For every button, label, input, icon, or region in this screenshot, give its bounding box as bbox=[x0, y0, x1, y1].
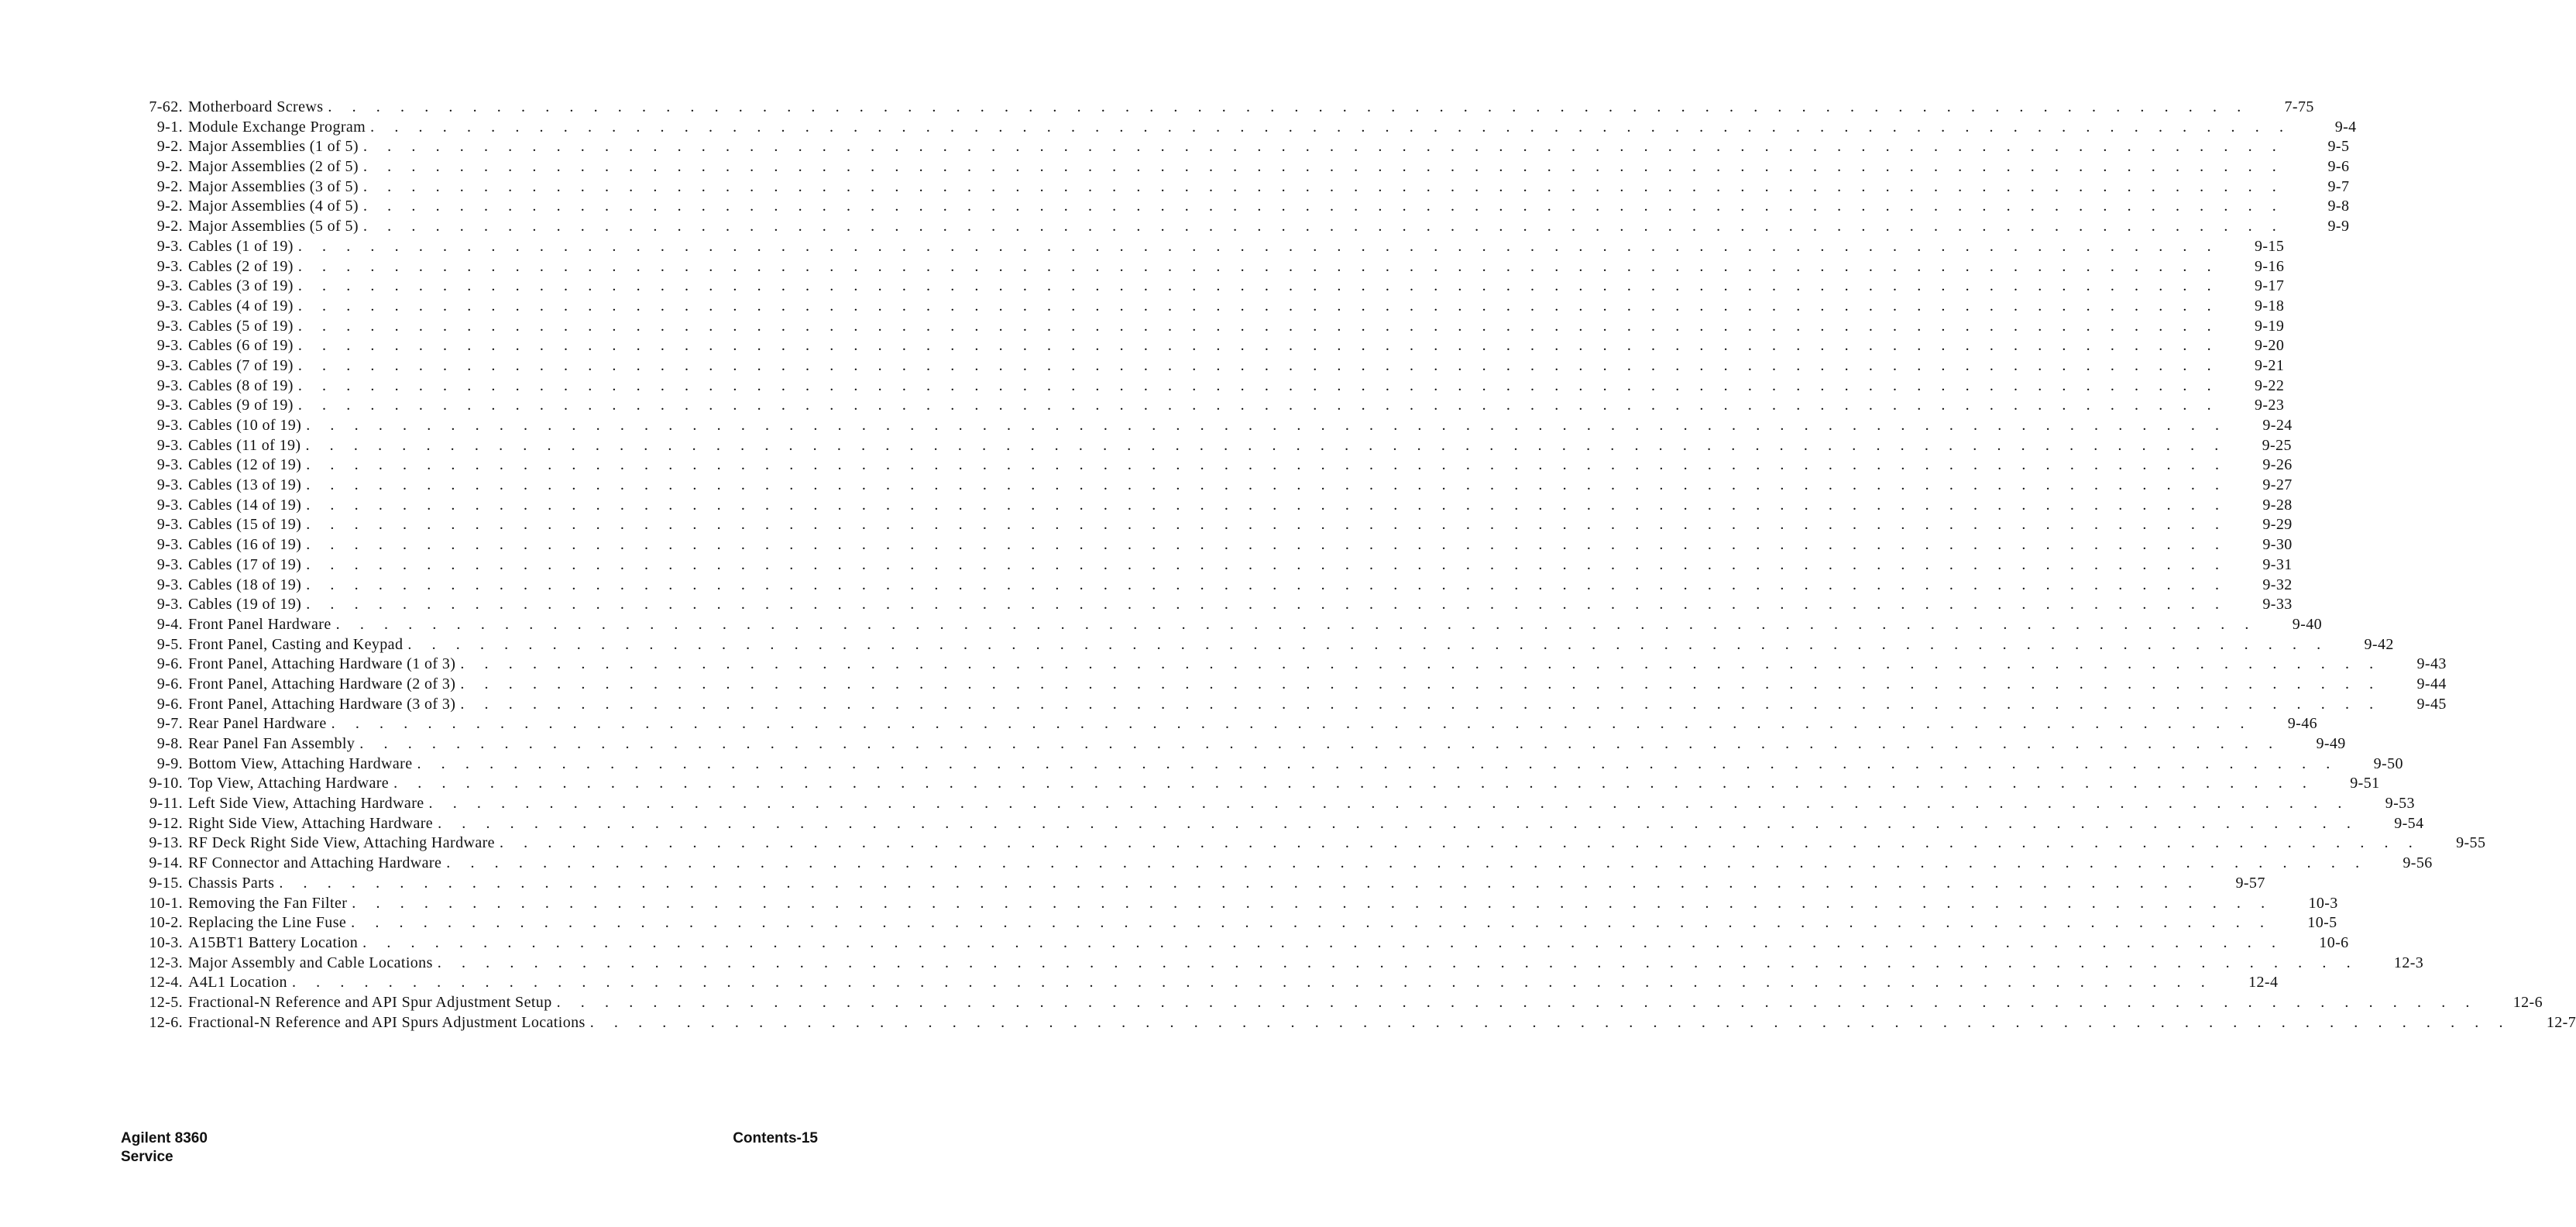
toc-entry-number: 12-6. bbox=[149, 1013, 183, 1031]
toc-dot-leader: . . . . . . . . . . . . . . . . . . . . . . . . . . . . . . . . . . . . . . . . . . . . . . . . . . . . . . . . . . . . . . . . . . . . . . . . . . . . . . . . bbox=[499, 834, 2421, 852]
toc-entry-page: 9-44 bbox=[2416, 675, 2447, 693]
footer-product-name: Agilent 8360 bbox=[121, 1130, 208, 1146]
toc-entry-page: 9-56 bbox=[2403, 854, 2433, 872]
toc-entry-number: 9-2. bbox=[156, 177, 183, 195]
toc-entry-title: Cables (15 of 19) bbox=[188, 516, 302, 534]
toc-entry-title: Major Assemblies (2 of 5) bbox=[188, 158, 359, 176]
toc-entry-title: Fractional-N Reference and API Spur Adjustment Setup bbox=[188, 993, 552, 1011]
toc-entry-number: 9-3. bbox=[156, 596, 183, 614]
toc-entry-number: 10-3. bbox=[149, 933, 183, 951]
toc-entry-number: 9-3. bbox=[156, 496, 183, 514]
toc-entry-title: Cables (10 of 19) bbox=[188, 417, 302, 434]
toc-entry[interactable] bbox=[139, 515, 2293, 535]
toc-entry-title: Cables (8 of 19) bbox=[188, 376, 294, 394]
toc-entry-number: 9-2. bbox=[156, 198, 183, 215]
toc-entry[interactable] bbox=[139, 356, 2285, 376]
toc-entry-title: Cables (9 of 19) bbox=[188, 397, 294, 414]
toc-dot-leader: . . . . . . . . . . . . . . . . . . . . . . . . . . . . . . . . . . . . . . . . . . . . . . . . . . . . . . . . . . . . . . . . . . . . . . . . . . . . . . . . bbox=[335, 615, 2258, 633]
toc-entry-page: 9-57 bbox=[2235, 874, 2265, 892]
toc-entry-number: 9-4. bbox=[156, 615, 183, 633]
toc-entry-number: 9-6. bbox=[156, 695, 183, 713]
toc-entry-title: Major Assemblies (5 of 5) bbox=[188, 218, 359, 235]
toc-dot-leader: . . . . . . . . . . . . . . . . . . . . . . . . . . . . . . . . . . . . . . . . . . . . . . . . . . . . . . . . . . . . . . . . . . . . . . . . . . . . . . . . bbox=[370, 118, 2292, 136]
toc-entry[interactable] bbox=[139, 814, 2424, 834]
toc-dot-leader: . . . . . . . . . . . . . . . . . . . . . . . . . . . . . . . . . . . . . . . . . . . . . . . . . . . . . . . . . . . . . . . . . . . . . . . . . . . . . . . . bbox=[393, 775, 2315, 792]
toc-entry[interactable] bbox=[139, 336, 2285, 356]
toc-entry-page: 9-55 bbox=[2456, 834, 2486, 852]
toc-entry-page: 10-6 bbox=[2319, 933, 2349, 951]
toc-entry-number: 9-8. bbox=[156, 735, 183, 752]
toc-dot-leader: . . . . . . . . . . . . . . . . . . . . . . . . . . . . . . . . . . . . . . . . . . . . . . . . . . . . . . . . . . . . . . . . . . . . . . . . . . . . . . . . bbox=[362, 933, 2284, 951]
toc-entry-page: 12-6 bbox=[2512, 993, 2543, 1011]
toc-entry[interactable] bbox=[139, 595, 2293, 615]
toc-entry[interactable] bbox=[139, 933, 2349, 954]
toc-entry-number: 9-3. bbox=[156, 456, 183, 474]
toc-dot-leader: . . . . . . . . . . . . . . . . . . . . . . . . . . . . . . . . . . . . . . . . . . . . . . . . . . . . . . . . . . . . . . . . . . . . . . . . . . . . . . . . bbox=[446, 854, 2368, 872]
toc-entry-title: Cables (16 of 19) bbox=[188, 536, 302, 554]
toc-dot-leader: . . . . . . . . . . . . . . . . . . . . . . . . . . . . . . . . . . . . . . . . . . . . . . . . . . . . . . . . . . . . . . . . . . . . . . . . . . . . . . . . bbox=[352, 894, 2273, 912]
toc-entry-page: 9-5 bbox=[2327, 138, 2350, 156]
toc-entry[interactable] bbox=[139, 973, 2279, 993]
toc-entry-page: 9-17 bbox=[2254, 277, 2285, 295]
toc-entry-page: 9-16 bbox=[2254, 257, 2285, 275]
toc-entry-page: 9-33 bbox=[2262, 596, 2293, 614]
toc-entry-number: 9-3. bbox=[156, 277, 183, 295]
toc-dot-leader: . . . . . . . . . . . . . . . . . . . . . . . . . . . . . . . . . . . . . . . . . . . . . . . . . . . . . . . . . . . . . . . . . . . . . . . . . . . . . . . . bbox=[306, 536, 2227, 554]
toc-entry-number: 9-2. bbox=[156, 218, 183, 235]
toc-entry[interactable] bbox=[139, 277, 2285, 297]
toc-entry-title: Cables (13 of 19) bbox=[188, 476, 302, 494]
toc-dot-leader: . . . . . . . . . . . . . . . . . . . . . . . . . . . . . . . . . . . . . . . . . . . . . . . . . . . . . . . . . . . . . . . . . . . . . . . . . . . . . . . . bbox=[428, 795, 2350, 813]
toc-entry[interactable] bbox=[139, 993, 2543, 1013]
toc-entry-title: Cables (12 of 19) bbox=[188, 456, 302, 474]
toc-dot-leader: . . . . . . . . . . . . . . . . . . . . . . . . . . . . . . . . . . . . . . . . . . . . . . . . . . . . . . . . . . . . . . . . . . . . . . . . . . . . . . . . bbox=[297, 397, 2220, 414]
toc-entry-page: 9-50 bbox=[2373, 754, 2403, 772]
toc-entry-title: Removing the Fan Filter bbox=[188, 894, 348, 912]
toc-entry-page: 9-26 bbox=[2262, 456, 2293, 474]
toc-dot-leader: . . . . . . . . . . . . . . . . . . . . . . . . . . . . . . . . . . . . . . . . . . . . . . . . . . . . . . . . . . . . . . . . . . . . . . . . . . . . . . . . bbox=[279, 874, 2200, 892]
toc-dot-leader: . . . . . . . . . . . . . . . . . . . . . . . . . . . . . . . . . . . . . . . . . . . . . . . . . . . . . . . . . . . . . . . . . . . . . . . . . . . . . . . . bbox=[438, 814, 2359, 832]
toc-entry-number: 9-14. bbox=[149, 854, 183, 872]
toc-dot-leader: . . . . . . . . . . . . . . . . . . . . . . . . . . . . . . . . . . . . . . . . . . . . . . . . . . . . . . . . . . . . . . . . . . . . . . . . . . . . . . . . bbox=[306, 555, 2227, 573]
toc-entry-number: 9-3. bbox=[156, 555, 183, 573]
toc-entry[interactable] bbox=[139, 774, 2380, 794]
toc-entry-page: 9-23 bbox=[2254, 397, 2285, 414]
toc-dot-leader: . . . . . . . . . . . . . . . . . . . . . . . . . . . . . . . . . . . . . . . . . . . . . . . . . . . . . . . . . . . . . . . . . . . . . . . . . . . . . . . . bbox=[297, 356, 2220, 374]
toc-entry-title: Rear Panel Fan Assembly bbox=[188, 735, 355, 752]
toc-dot-leader: . . . . . . . . . . . . . . . . . . . . . . . . . . . . . . . . . . . . . . . . . . . . . . . . . . . . . . . . . . . . . . . . . . . . . . . . . . . . . . . . bbox=[297, 376, 2220, 394]
toc-entry-page: 12-3 bbox=[2393, 954, 2424, 971]
toc-entry-number: 9-1. bbox=[156, 118, 183, 136]
toc-entry[interactable] bbox=[139, 476, 2293, 496]
toc-entry-number: 9-3. bbox=[156, 397, 183, 414]
toc-entry-number: 9-10. bbox=[149, 775, 183, 792]
toc-entry-page: 9-54 bbox=[2394, 814, 2424, 832]
toc-entry-title: Right Side View, Attaching Hardware bbox=[188, 814, 434, 832]
toc-entry-title: Cables (14 of 19) bbox=[188, 496, 302, 514]
toc-dot-leader: . . . . . . . . . . . . . . . . . . . . . . . . . . . . . . . . . . . . . . . . . . . . . . . . . . . . . . . . . . . . . . . . . . . . . . . . . . . . . . . . bbox=[359, 735, 2281, 752]
toc-entry[interactable] bbox=[139, 98, 2314, 118]
toc-entry-title: RF Connector and Attaching Hardware bbox=[188, 854, 442, 872]
toc-dot-leader: . . . . . . . . . . . . . . . . . . . . . . . . . . . . . . . . . . . . . . . . . . . . . . . . . . . . . . . . . . . . . . . . . . . . . . . . . . . . . . . . bbox=[351, 914, 2272, 932]
toc-dot-leader: . . . . . . . . . . . . . . . . . . . . . . . . . . . . . . . . . . . . . . . . . . . . . . . . . . . . . . . . . . . . . . . . . . . . . . . . . . . . . . . . bbox=[417, 754, 2338, 772]
toc-entry[interactable] bbox=[139, 416, 2293, 436]
toc-entry-title: Front Panel Hardware bbox=[188, 615, 331, 633]
toc-entry-number: 9-3. bbox=[156, 476, 183, 494]
toc-entry-number: 9-3. bbox=[156, 417, 183, 434]
toc-entry-title: Front Panel, Attaching Hardware (1 of 3) bbox=[188, 655, 456, 673]
toc-entry[interactable] bbox=[139, 137, 2350, 157]
toc-entry[interactable] bbox=[139, 833, 2486, 854]
toc-entry-number: 10-2. bbox=[149, 914, 183, 932]
toc-entry[interactable] bbox=[139, 217, 2350, 237]
toc-entry-page: 9-20 bbox=[2254, 337, 2285, 355]
toc-entry-title: Cables (11 of 19) bbox=[188, 436, 301, 454]
toc-dot-leader: . . . . . . . . . . . . . . . . . . . . . . . . . . . . . . . . . . . . . . . . . . . . . . . . . . . . . . . . . . . . . . . . . . . . . . . . . . . . . . . . bbox=[362, 218, 2285, 235]
toc-dot-leader: . . . . . . . . . . . . . . . . . . . . . . . . . . . . . . . . . . . . . . . . . . . . . . . . . . . . . . . . . . . . . . . . . . . . . . . . . . . . . . . . bbox=[460, 675, 2382, 693]
toc-dot-leader: . . . . . . . . . . . . . . . . . . . . . . . . . . . . . . . . . . . . . . . . . . . . . . . . . . . . . . . . . . . . . . . . . . . . . . . . . . . . . . . . bbox=[306, 417, 2227, 434]
toc-dot-leader: . . . . . . . . . . . . . . . . . . . . . . . . . . . . . . . . . . . . . . . . . . . . . . . . . . . . . . . . . . . . . . . . . . . . . . . . . . . . . . . . bbox=[556, 993, 2478, 1011]
toc-dot-leader: . . . . . . . . . . . . . . . . . . . . . . . . . . . . . . . . . . . . . . . . . . . . . . . . . . . . . . . . . . . . . . . . . . . . . . . . . . . . . . . . bbox=[460, 655, 2382, 673]
toc-entry[interactable] bbox=[139, 954, 2424, 974]
toc-entry-title: A15BT1 Battery Location bbox=[188, 933, 359, 951]
toc-dot-leader: . . . . . . . . . . . . . . . . . . . . . . . . . . . . . . . . . . . . . . . . . . . . . . . . . . . . . . . . . . . . . . . . . . . . . . . . . . . . . . . . bbox=[306, 476, 2227, 494]
toc-entry-page: 9-8 bbox=[2327, 198, 2350, 215]
toc-entry-title: Fractional-N Reference and API Spurs Adjustment Locations bbox=[188, 1013, 586, 1031]
toc-entry-page: 9-25 bbox=[2262, 436, 2292, 454]
toc-entry-page: 9-9 bbox=[2327, 218, 2350, 235]
toc-entry-title: A4L1 Location bbox=[188, 974, 287, 992]
toc-dot-leader: . . . . . . . . . . . . . . . . . . . . . . . . . . . . . . . . . . . . . . . . . . . . . . . . . . . . . . . . . . . . . . . . . . . . . . . . . . . . . . . . bbox=[460, 695, 2382, 713]
toc-entry-page: 9-43 bbox=[2416, 655, 2447, 673]
toc-entry-title: Cables (6 of 19) bbox=[188, 337, 294, 355]
toc-entry-title: Chassis Parts bbox=[188, 874, 275, 892]
toc-entry-number: 9-3. bbox=[156, 516, 183, 534]
toc-entry-title: Front Panel, Attaching Hardware (2 of 3) bbox=[188, 675, 456, 693]
toc-dot-leader: . . . . . . . . . . . . . . . . . . . . . . . . . . . . . . . . . . . . . . . . . . . . . . . . . . . . . . . . . . . . . . . . . . . . . . . . . . . . . . . . bbox=[328, 98, 2249, 115]
toc-dot-leader: . . . . . . . . . . . . . . . . . . . . . . . . . . . . . . . . . . . . . . . . . . . . . . . . . . . . . . . . . . . . . . . . . . . . . . . . . . . . . . . . bbox=[297, 337, 2220, 355]
toc-entry-title: Cables (1 of 19) bbox=[188, 237, 294, 255]
toc-entry-page: 9-51 bbox=[2350, 775, 2380, 792]
toc-entry-number: 9-3. bbox=[156, 576, 183, 593]
toc-entry-number: 7-62. bbox=[149, 98, 183, 115]
toc-entry-title: Cables (18 of 19) bbox=[188, 576, 302, 593]
toc-entry[interactable] bbox=[139, 436, 2292, 456]
toc-entry-number: 9-9. bbox=[156, 754, 183, 772]
toc-entry[interactable] bbox=[139, 615, 2323, 635]
toc-entry[interactable] bbox=[139, 317, 2285, 337]
toc-entry-number: 12-4. bbox=[149, 974, 183, 992]
toc-entry-title: Module Exchange Program bbox=[188, 118, 366, 136]
toc-entry[interactable] bbox=[139, 396, 2285, 416]
toc-entry-title: Replacing the Line Fuse bbox=[188, 914, 347, 932]
toc-entry-page: 9-15 bbox=[2254, 237, 2285, 255]
toc-dot-leader: . . . . . . . . . . . . . . . . . . . . . . . . . . . . . . . . . . . . . . . . . . . . . . . . . . . . . . . . . . . . . . . . . . . . . . . . . . . . . . . . bbox=[589, 1013, 2512, 1031]
toc-entry-title: Motherboard Screws bbox=[188, 98, 324, 115]
toc-entry-number: 9-3. bbox=[156, 436, 183, 454]
toc-entry-page: 7-75 bbox=[2284, 98, 2314, 115]
toc-dot-leader: . . . . . . . . . . . . . . . . . . . . . . . . . . . . . . . . . . . . . . . . . . . . . . . . . . . . . . . . . . . . . . . . . . . . . . . . . . . . . . . . bbox=[306, 516, 2227, 534]
toc-dot-leader: . . . . . . . . . . . . . . . . . . . . . . . . . . . . . . . . . . . . . . . . . . . . . . . . . . . . . . . . . . . . . . . . . . . . . . . . . . . . . . . . bbox=[306, 576, 2227, 593]
toc-dot-leader: . . . . . . . . . . . . . . . . . . . . . . . . . . . . . . . . . . . . . . . . . . . . . . . . . . . . . . . . . . . . . . . . . . . . . . . . . . . . . . . . bbox=[331, 715, 2253, 733]
toc-entry[interactable] bbox=[139, 894, 2338, 914]
toc-entry-title: Major Assemblies (4 of 5) bbox=[188, 198, 359, 215]
toc-entry-title: Cables (17 of 19) bbox=[188, 555, 302, 573]
toc-entry-title: Cables (7 of 19) bbox=[188, 356, 294, 374]
toc-dot-leader: . . . . . . . . . . . . . . . . . . . . . . . . . . . . . . . . . . . . . . . . . . . . . . . . . . . . . . . . . . . . . . . . . . . . . . . . . . . . . . . . bbox=[362, 177, 2285, 195]
toc-entry-number: 9-6. bbox=[156, 655, 183, 673]
toc-entry[interactable] bbox=[139, 257, 2285, 277]
toc-entry-page: 9-7 bbox=[2327, 177, 2350, 195]
toc-entry[interactable] bbox=[139, 754, 2403, 775]
toc-entry-page: 9-4 bbox=[2334, 118, 2357, 136]
toc-dot-leader: . . . . . . . . . . . . . . . . . . . . . . . . . . . . . . . . . . . . . . . . . . . . . . . . . . . . . . . . . . . . . . . . . . . . . . . . . . . . . . . . bbox=[306, 456, 2227, 474]
toc-entry-title: Left Side View, Attaching Hardware bbox=[188, 795, 424, 813]
toc-entry-number: 12-3. bbox=[149, 954, 183, 971]
toc-entry-page: 12-4 bbox=[2248, 974, 2279, 992]
toc-dot-leader: . . . . . . . . . . . . . . . . . . . . . . . . . . . . . . . . . . . . . . . . . . . . . . . . . . . . . . . . . . . . . . . . . . . . . . . . . . . . . . . . bbox=[306, 596, 2227, 614]
toc-entry-page: 10-5 bbox=[2307, 914, 2337, 932]
toc-entry-number: 9-3. bbox=[156, 376, 183, 394]
toc-entry-page: 9-32 bbox=[2262, 576, 2293, 593]
toc-entry-title: Bottom View, Attaching Hardware bbox=[188, 754, 413, 772]
toc-entry-title: Cables (2 of 19) bbox=[188, 257, 294, 275]
toc-dot-leader: . . . . . . . . . . . . . . . . . . . . . . . . . . . . . . . . . . . . . . . . . . . . . . . . . . . . . . . . . . . . . . . . . . . . . . . . . . . . . . . . bbox=[297, 297, 2220, 314]
toc-dot-leader: . . . . . . . . . . . . . . . . . . . . . . . . . . . . . . . . . . . . . . . . . . . . . . . . . . . . . . . . . . . . . . . . . . . . . . . . . . . . . . . . bbox=[437, 954, 2359, 971]
toc-entry-page: 9-22 bbox=[2254, 376, 2285, 394]
footer-page-number: Contents-15 bbox=[733, 1130, 818, 1146]
toc-entry-title: Cables (5 of 19) bbox=[188, 317, 294, 335]
toc-entry[interactable] bbox=[139, 455, 2293, 476]
toc-entry[interactable] bbox=[139, 555, 2293, 576]
toc-entry-page: 9-46 bbox=[2287, 715, 2318, 733]
toc-entry-title: Major Assemblies (1 of 5) bbox=[188, 138, 359, 156]
toc-entry[interactable] bbox=[139, 496, 2293, 516]
toc-entry-number: 9-5. bbox=[156, 635, 183, 653]
toc-entry-page: 12-7 bbox=[2546, 1013, 2576, 1031]
toc-entry[interactable] bbox=[139, 376, 2285, 397]
toc-dot-leader: . . . . . . . . . . . . . . . . . . . . . . . . . . . . . . . . . . . . . . . . . . . . . . . . . . . . . . . . . . . . . . . . . . . . . . . . . . . . . . . . bbox=[297, 277, 2220, 295]
toc-entry-title: Front Panel, Casting and Keypad bbox=[188, 635, 404, 653]
toc-entry-number: 10-1. bbox=[149, 894, 183, 912]
toc-entry-title: Top View, Attaching Hardware bbox=[188, 775, 390, 792]
toc-entry-number: 9-3. bbox=[156, 317, 183, 335]
toc-entry-title: Cables (19 of 19) bbox=[188, 596, 302, 614]
toc-dot-leader: . . . . . . . . . . . . . . . . . . . . . . . . . . . . . . . . . . . . . . . . . . . . . . . . . . . . . . . . . . . . . . . . . . . . . . . . . . . . . . . . bbox=[297, 317, 2220, 335]
toc-entry[interactable] bbox=[139, 874, 2265, 894]
toc-entry-page: 9-18 bbox=[2254, 297, 2285, 314]
toc-entry[interactable] bbox=[139, 1013, 2576, 1033]
toc-entry[interactable] bbox=[139, 576, 2293, 596]
toc-entry[interactable] bbox=[139, 535, 2293, 555]
toc-entry-number: 9-7. bbox=[156, 715, 183, 733]
toc-entry-number: 12-5. bbox=[149, 993, 183, 1011]
toc-entry-page: 9-45 bbox=[2416, 695, 2447, 713]
toc-entry[interactable] bbox=[139, 675, 2447, 695]
toc-entry-number: 9-3. bbox=[156, 237, 183, 255]
table-of-figures bbox=[139, 98, 2576, 1033]
toc-entry-title: Cables (4 of 19) bbox=[188, 297, 294, 314]
toc-entry[interactable] bbox=[139, 734, 2346, 754]
toc-entry-page: 9-30 bbox=[2262, 536, 2293, 554]
toc-entry-number: 9-3. bbox=[156, 257, 183, 275]
toc-entry-number: 9-3. bbox=[156, 337, 183, 355]
toc-dot-leader: . . . . . . . . . . . . . . . . . . . . . . . . . . . . . . . . . . . . . . . . . . . . . . . . . . . . . . . . . . . . . . . . . . . . . . . . . . . . . . . . bbox=[407, 635, 2329, 653]
toc-entry[interactable] bbox=[139, 157, 2350, 177]
toc-dot-leader: . . . . . . . . . . . . . . . . . . . . . . . . . . . . . . . . . . . . . . . . . . . . . . . . . . . . . . . . . . . . . . . . . . . . . . . . . . . . . . . . bbox=[297, 257, 2220, 275]
toc-entry-page: 9-19 bbox=[2254, 317, 2285, 335]
toc-entry[interactable] bbox=[139, 714, 2318, 734]
toc-entry[interactable] bbox=[139, 197, 2350, 217]
toc-entry-number: 9-11. bbox=[149, 795, 183, 813]
toc-entry-title: Cables (3 of 19) bbox=[188, 277, 294, 295]
footer-manual-name: Service bbox=[121, 1149, 173, 1165]
toc-dot-leader: . . . . . . . . . . . . . . . . . . . . . . . . . . . . . . . . . . . . . . . . . . . . . . . . . . . . . . . . . . . . . . . . . . . . . . . . . . . . . . . . bbox=[306, 496, 2227, 514]
toc-entry[interactable] bbox=[139, 237, 2285, 257]
toc-entry[interactable] bbox=[139, 297, 2285, 317]
toc-entry[interactable] bbox=[139, 635, 2394, 655]
toc-entry[interactable] bbox=[139, 913, 2337, 933]
toc-entry[interactable] bbox=[139, 854, 2433, 874]
toc-entry[interactable] bbox=[139, 118, 2357, 138]
toc-entry-title: Rear Panel Hardware bbox=[188, 715, 327, 733]
toc-entry-number: 9-15. bbox=[149, 874, 183, 892]
toc-entry-page: 9-53 bbox=[2385, 795, 2415, 813]
toc-entry-page: 10-3 bbox=[2308, 894, 2338, 912]
toc-dot-leader: . . . . . . . . . . . . . . . . . . . . . . . . . . . . . . . . . . . . . . . . . . . . . . . . . . . . . . . . . . . . . . . . . . . . . . . . . . . . . . . . bbox=[297, 237, 2220, 255]
toc-entry-title: Major Assemblies (3 of 5) bbox=[188, 177, 359, 195]
toc-dot-leader: . . . . . . . . . . . . . . . . . . . . . . . . . . . . . . . . . . . . . . . . . . . . . . . . . . . . . . . . . . . . . . . . . . . . . . . . . . . . . . . . bbox=[362, 198, 2285, 215]
toc-entry-page: 9-6 bbox=[2327, 158, 2350, 176]
toc-entry-number: 9-6. bbox=[156, 675, 183, 693]
toc-entry-page: 9-40 bbox=[2292, 615, 2323, 633]
toc-entry-title: Major Assembly and Cable Locations bbox=[188, 954, 433, 971]
toc-entry[interactable] bbox=[139, 655, 2447, 675]
toc-entry-number: 9-3. bbox=[156, 536, 183, 554]
toc-entry-number: 9-3. bbox=[156, 356, 183, 374]
toc-entry-page: 9-29 bbox=[2262, 516, 2293, 534]
toc-entry-title: RF Deck Right Side View, Attaching Hardware bbox=[188, 834, 495, 852]
toc-dot-leader: . . . . . . . . . . . . . . . . . . . . . . . . . . . . . . . . . . . . . . . . . . . . . . . . . . . . . . . . . . . . . . . . . . . . . . . . . . . . . . . . bbox=[291, 974, 2214, 992]
toc-entry-page: 9-31 bbox=[2262, 555, 2293, 573]
toc-entry-number: 9-2. bbox=[156, 158, 183, 176]
toc-dot-leader: . . . . . . . . . . . . . . . . . . . . . . . . . . . . . . . . . . . . . . . . . . . . . . . . . . . . . . . . . . . . . . . . . . . . . . . . . . . . . . . . bbox=[305, 436, 2227, 454]
toc-entry[interactable] bbox=[139, 177, 2350, 198]
toc-entry-number: 9-13. bbox=[149, 834, 183, 852]
toc-dot-leader: . . . . . . . . . . . . . . . . . . . . . . . . . . . . . . . . . . . . . . . . . . . . . . . . . . . . . . . . . . . . . . . . . . . . . . . . . . . . . . . . bbox=[362, 138, 2285, 156]
toc-entry-page: 9-21 bbox=[2254, 356, 2285, 374]
footer-manual-title bbox=[121, 1129, 208, 1167]
toc-entry-number: 9-3. bbox=[156, 297, 183, 314]
toc-entry-page: 9-28 bbox=[2262, 496, 2293, 514]
toc-entry[interactable] bbox=[139, 695, 2447, 715]
toc-entry[interactable] bbox=[139, 794, 2415, 814]
toc-entry-number: 9-12. bbox=[149, 814, 183, 832]
toc-entry-page: 9-27 bbox=[2262, 476, 2293, 494]
toc-entry-page: 9-42 bbox=[2364, 635, 2394, 653]
toc-entry-page: 9-24 bbox=[2262, 417, 2293, 434]
toc-entry-page: 9-49 bbox=[2316, 735, 2346, 752]
toc-dot-leader: . . . . . . . . . . . . . . . . . . . . . . . . . . . . . . . . . . . . . . . . . . . . . . . . . . . . . . . . . . . . . . . . . . . . . . . . . . . . . . . . bbox=[362, 158, 2285, 176]
toc-entry-title: Front Panel, Attaching Hardware (3 of 3) bbox=[188, 695, 456, 713]
toc-entry-number: 9-2. bbox=[156, 138, 183, 156]
